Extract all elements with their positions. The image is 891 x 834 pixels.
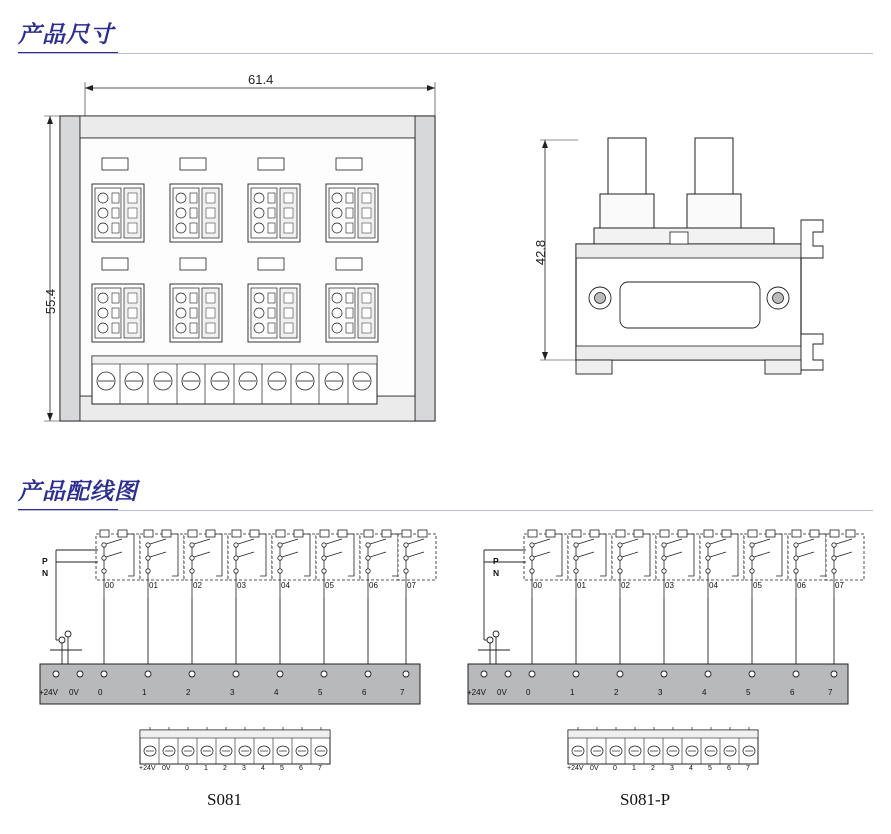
- right-terminal-label-7: 7: [828, 688, 833, 697]
- right-terminal-label-0v: 0V: [497, 688, 507, 697]
- right-connector-label-2: 2: [651, 765, 655, 772]
- left-channel-label-05: 05: [325, 581, 334, 590]
- left-terminal-label-5: 5: [318, 688, 323, 697]
- dimensions-title-rule-light: [18, 53, 873, 54]
- right-connector-label-5: 5: [708, 765, 712, 772]
- left-diagram-caption: S081: [207, 790, 242, 809]
- left-connector-label-1: 1: [204, 765, 208, 772]
- right-connector-label-1: 1: [632, 765, 636, 772]
- left-terminal-label-4: 4: [274, 688, 279, 697]
- left-terminal-label-3: 3: [230, 688, 235, 697]
- right-diagram-caption: S081-P: [620, 790, 671, 809]
- right-channel-label-07: 07: [835, 581, 844, 590]
- right-channel-label-04: 04: [709, 581, 718, 590]
- right-connector-label-24v: +24V: [567, 765, 584, 772]
- left-connector-label-0: 0: [185, 765, 189, 772]
- left-channel-label-01: 01: [149, 581, 158, 590]
- right-connector-label-4: 4: [689, 765, 693, 772]
- left-connector-label-3: 3: [242, 765, 246, 772]
- right-terminal-label-5: 5: [746, 688, 751, 697]
- left-connector-label-4: 4: [261, 765, 265, 772]
- left-channel-label-03: 03: [237, 581, 246, 590]
- front-view-width-label: 61.4: [248, 72, 274, 87]
- right-terminal-label-24v: +24V: [467, 688, 486, 697]
- right-connector-label-0v: 0V: [590, 765, 599, 772]
- wiring-section-title: 产品配线图: [18, 478, 138, 504]
- wiring-diagram-right: [450, 522, 870, 782]
- side-view-height-label: 42.8: [533, 239, 549, 266]
- right-terminal-label-1: 1: [570, 688, 575, 697]
- left-terminal-label-0: 0: [98, 688, 103, 697]
- side-view-drawing: [520, 110, 870, 410]
- front-view-drawing: [30, 66, 460, 446]
- right-connector-label-7: 7: [746, 765, 750, 772]
- left-supply-label-p: P: [42, 556, 48, 566]
- right-supply-label-p: P: [493, 556, 499, 566]
- left-channel-label-00: 00: [105, 581, 114, 590]
- left-terminal-label-0v: 0V: [69, 688, 79, 697]
- left-terminal-label-6: 6: [362, 688, 367, 697]
- right-connector-label-6: 6: [727, 765, 731, 772]
- right-terminal-label-2: 2: [614, 688, 619, 697]
- left-supply-label-n: N: [42, 568, 49, 578]
- dimensions-section-title: 产品尺寸: [18, 21, 114, 47]
- front-view-height-label: 55.4: [43, 288, 59, 315]
- right-terminal-label-3: 3: [658, 688, 663, 697]
- right-channel-label-05: 05: [753, 581, 762, 590]
- wiring-title-rule-light: [18, 510, 873, 511]
- left-terminal-label-7: 7: [400, 688, 405, 697]
- left-channel-label-06: 06: [369, 581, 378, 590]
- left-connector-label-24v: +24V: [139, 765, 156, 772]
- left-connector-label-7: 7: [318, 765, 322, 772]
- left-terminal-label-24v: +24V: [39, 688, 58, 697]
- left-channel-label-04: 04: [281, 581, 290, 590]
- right-channel-label-02: 02: [621, 581, 630, 590]
- left-channel-label-07: 07: [407, 581, 416, 590]
- left-channel-label-02: 02: [193, 581, 202, 590]
- right-channel-label-06: 06: [797, 581, 806, 590]
- right-channel-label-00: 00: [533, 581, 542, 590]
- left-terminal-label-2: 2: [186, 688, 191, 697]
- right-terminal-label-4: 4: [702, 688, 707, 697]
- right-terminal-label-0: 0: [526, 688, 531, 697]
- wiring-diagram-left: [22, 522, 442, 782]
- right-connector-label-3: 3: [670, 765, 674, 772]
- left-connector-label-2: 2: [223, 765, 227, 772]
- left-connector-label-6: 6: [299, 765, 303, 772]
- right-terminal-label-6: 6: [790, 688, 795, 697]
- right-channel-label-03: 03: [665, 581, 674, 590]
- right-channel-label-01: 01: [577, 581, 586, 590]
- left-connector-label-0v: 0V: [162, 765, 171, 772]
- left-connector-label-5: 5: [280, 765, 284, 772]
- left-terminal-label-1: 1: [142, 688, 147, 697]
- right-connector-label-0: 0: [613, 765, 617, 772]
- right-supply-label-n: N: [493, 568, 500, 578]
